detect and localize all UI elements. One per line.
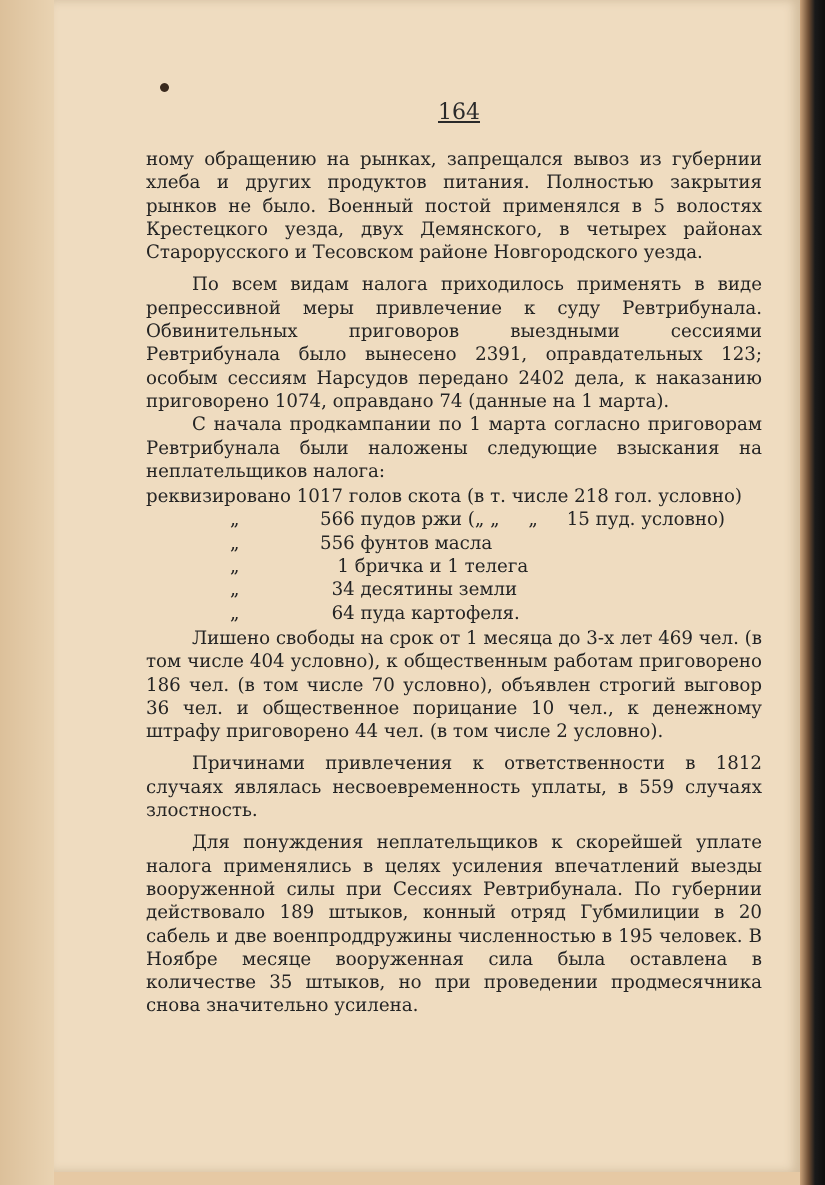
requisition-item: 566 пудов ржи („ „ „ 15 пуд. условно) (320, 509, 726, 531)
ditto-mark: „ (230, 579, 240, 601)
paragraph-penalties-intro: С начала продкампании по 1 марта согласно приговорам Ревтрибунала были наложены следующие взыскания на неплательщиков налога: (146, 414, 762, 482)
ditto-mark: „ (230, 602, 240, 624)
requisition-item: 556 фунтов масла (320, 532, 493, 554)
page-gutter (0, 0, 54, 1185)
requisition-item: 34 десятины земли (320, 579, 518, 601)
requisition-row (146, 578, 762, 601)
requisition-row (146, 508, 762, 531)
page-text (146, 148, 762, 1018)
requisition-item: 1 бричка и 1 телега (320, 556, 529, 578)
paragraph-armed-force: Для понуждения неплательщиков к скорейшей уплате налога применялись в целях усиления впечатлений выезды вооруженной силы при Сессиях Ревтрибунала. По губернии действовало 189 штыков, конный отряд Губмилиции в 20 сабель и две военпроддружины численностью в 195 человек. В Ноябре месяце вооруженная сила была оставлена в количестве 35 штыков, но при проведении продмесячника снова значительно усилена. (146, 832, 762, 1017)
requisition-list (146, 485, 762, 625)
requisition-row (146, 532, 762, 555)
paragraph-imprisonment: Лишено свободы на срок от 1 месяца до 3-х лет 469 чел. (в том числе 404 условно), к общественным работам приговорено 186 чел. (в том числе 70 условно), объявлен строгий выговор 36 чел. и общественное порицание 10 чел., к денежному штрафу приговорено 44 чел. (в том числе 2 условно). (146, 627, 762, 743)
paragraph-continuation: ному обращению на рынках, запрещался вывоз из губернии хлеба и других продуктов питания. Полностью закрытия рынков не было. Военный постой применялся в 5 волостях Крестецкого уезда, двух Демянского, в четырех районах Старорусского и Тесовском районе Новгородского уезда. (146, 149, 762, 264)
requisition-item: 64 пуда картофеля. (320, 602, 520, 624)
paragraph-reasons: Причинами привлечения к ответственности в 1812 случаях являлась несвоевременность уплаты, в 559 случаях злостность. (146, 753, 762, 822)
ditto-mark: „ (230, 532, 240, 554)
ditto-mark: „ (230, 556, 240, 578)
requisition-row (146, 602, 762, 625)
requisition-row (146, 555, 762, 578)
paragraph-revtribunal: По всем видам налога приходилось применять в виде репрессивной меры привлечение к суду Ревтрибунала. Обвинительных приговоров выездными сессиями Ревтрибунала было вынесено 2391, оправдательных 123; особым сессиям Нарсудов передано 2402 дела, к наказанию приговорено 1074, оправдано 74 (данные на 1 марта). (146, 274, 762, 412)
ditto-mark: „ (230, 509, 240, 531)
book-edge (800, 0, 825, 1185)
page-blemish (160, 83, 169, 92)
page-number: 164 (438, 100, 480, 125)
requisition-row: реквизировано 1017 голов скота (в т. числе 218 гол. условно) (146, 486, 743, 508)
